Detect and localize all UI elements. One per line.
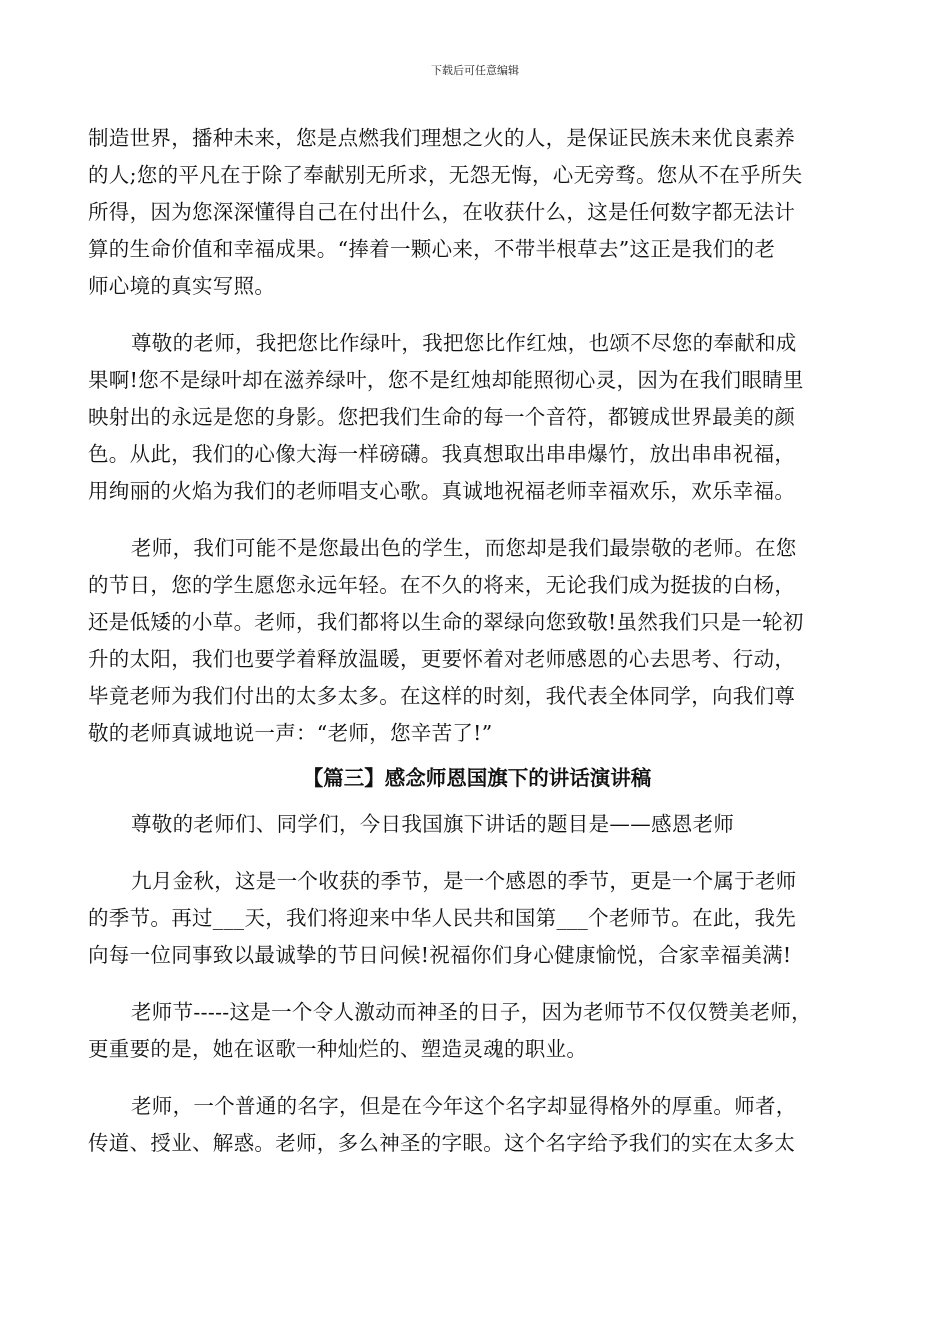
text-line: 老师，一个普通的名字，但是在今年这个名字却显得格外的厚重。师者，	[131, 1094, 797, 1118]
text-line: 师心境的真实写照。	[88, 274, 276, 298]
text-line: 传道、授业、解惑。老师，多么神圣的字眼。这个名字给予我们的实在太多太	[88, 1131, 796, 1155]
document-body	[88, 120, 866, 1162]
text-line: 升的太阳，我们也要学着释放温暖，更要怀着对老师感恩的心去思考、行动，	[88, 647, 796, 671]
section-heading: 【篇三】感念师恩国旗下的讲话演讲稿	[302, 766, 652, 790]
text-line: 映射出的永远是您的身影。您把我们生命的每一个音符，都镀成世界最美的颜	[88, 405, 796, 429]
text-line: 所得，因为您深深懂得自己在付出什么，在收获什么，这是任何数字都无法计	[88, 200, 796, 224]
paragraph	[88, 806, 866, 843]
text-line: 更重要的是，她在讴歌一种灿烂的、塑造灵魂的职业。	[88, 1037, 588, 1061]
text-line: 果啊!您不是绿叶却在滋养绿叶，您不是红烛却能照彻心灵，因为在我们眼睛里	[88, 368, 804, 392]
text-line: 的人;您的平凡在于除了奉献别无所求，无怨无悔，心无旁骛。您从不在乎所失	[88, 163, 803, 187]
text-line: 尊敬的老师们、同学们，今日我国旗下讲话的题目是——感恩老师	[131, 812, 735, 836]
paragraph	[88, 530, 866, 752]
page-header-note: 下载后可任意编辑	[431, 64, 519, 77]
text-line: 毕竟老师为我们付出的太多太多。在这样的时刻，我代表全体同学，向我们尊	[88, 684, 796, 708]
text-line: 向每一位同事致以最诚挚的节日问候!祝福你们身心健康愉悦，合家幸福美满!	[88, 943, 792, 967]
text-line: 色。从此，我们的心像大海一样磅礴。我真想取出串串爆竹，放出串串祝福，	[88, 442, 796, 466]
text-line: 制造世界，播种未来，您是点燃我们理想之火的人，是保证民族未来优良素养	[88, 126, 796, 150]
text-line: 尊敬的老师，我把您比作绿叶，我把您比作红烛，也颂不尽您的奉献和成	[131, 331, 797, 355]
text-line: 的节日，您的学生愿您永远年轻。在不久的将来，无论我们成为挺拔的白杨，	[88, 573, 796, 597]
text-line: 敬的老师真诚地说一声：“老师，您辛苦了!”	[88, 721, 493, 745]
paragraph	[88, 325, 866, 510]
paragraph	[88, 994, 866, 1068]
text-line: 老师节-----这是一个令人激动而神圣的日子，因为老师节不仅仅赞美老师，	[131, 1000, 812, 1024]
text-line: 用绚丽的火焰为我们的老师唱支心歌。真诚地祝福老师幸福欢乐，欢乐幸福。	[88, 479, 796, 503]
text-line: 九月金秋，这是一个收获的季节，是一个感恩的季节，更是一个属于老师	[131, 869, 797, 893]
text-line: 算的生命价值和幸福成果。“捧着一颗心来，不带半根草去”这正是我们的老	[88, 237, 776, 261]
paragraph	[88, 1088, 866, 1162]
text-line: 老师，我们可能不是您最出色的学生，而您却是我们最崇敬的老师。在您	[131, 536, 797, 560]
text-line: 还是低矮的小草。老师，我们都将以生命的翠绿向您致敬!虽然我们只是一轮初	[88, 610, 804, 634]
paragraph	[88, 120, 866, 305]
text-line: 的季节。再过___天，我们将迎来中华人民共和国第___个老师节。在此，我先	[88, 906, 797, 930]
paragraph	[88, 863, 866, 974]
